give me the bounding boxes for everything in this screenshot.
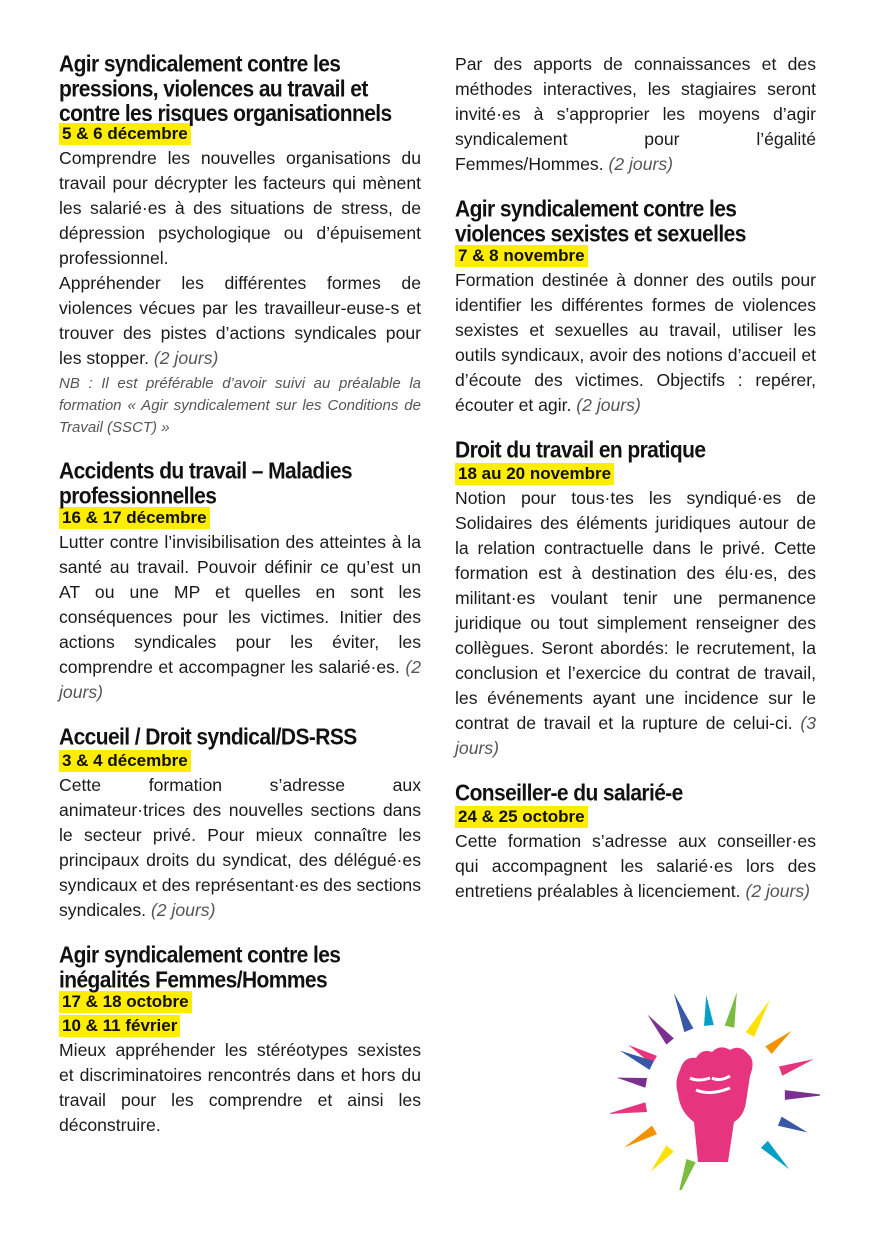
ray-shape — [617, 1078, 648, 1088]
course-date-badge: 17 & 18 octobre — [59, 991, 192, 1013]
course-title: Agir syndicalement contre les inégalités Femmes/Hommes — [59, 943, 341, 993]
course-note: NB : Il est préférable d’avoir suivi au préalable la formation « Agir syndicalement sur les Conditions de Travail (SSCT) » — [59, 375, 421, 436]
course-date-badge: 10 & 11 février — [59, 1015, 180, 1037]
course-title: Droit du travail en pratique — [455, 438, 706, 463]
course-description: Par des apports de connaissances et des méthodes interactives, les stagiaires seront invité·es à s’approprier les moyens d’agir syndicalement pour l’égalité Femmes/Hommes. (2 jours) — [455, 54, 816, 174]
course-block — [59, 943, 421, 1138]
course-duration: (3 jours) — [455, 713, 816, 758]
course-block — [59, 459, 421, 705]
left-column — [59, 52, 421, 1158]
course-block — [455, 438, 816, 761]
course-description: Appréhender les différentes formes de violences vécues par les travailleur-euse-s et trouver des pistes d’actions syndicales pour les stopper. (2 jours) — [59, 273, 421, 368]
course-date-badge: 24 & 25 octobre — [455, 806, 588, 828]
ray-shape — [704, 995, 714, 1025]
course-duration: (2 jours) — [608, 154, 674, 174]
right-column — [455, 52, 816, 924]
course-block — [59, 52, 421, 439]
ray-shape — [677, 1159, 695, 1190]
course-title: Accidents du travail – Maladies professionnelles — [59, 459, 353, 509]
course-date-badge: 7 & 8 novembre — [455, 245, 588, 267]
course-date-badge: 5 & 6 décembre — [59, 123, 191, 145]
course-description: Notion pour tous·tes les syndiqué·es de Solidaires des éléments juridiques autour de la relation contractuelle dans le privé. Cette formation est à destination des élu·es, des militant·es voulant tenir une permanence juridique ou tout simplement renseigner des collègues. Seront abordés: le recrutement, la conclusion et l’exercice du contrat de travail, les événements ayant une incidence sur le contrat de travail et la rupture de celui-ci. (3 jours) — [455, 488, 816, 758]
ray-shape — [746, 1000, 770, 1037]
course-block — [59, 725, 421, 923]
course-block — [455, 52, 816, 177]
ray-shape — [624, 1126, 657, 1148]
course-date-badge: 3 & 4 décembre — [59, 750, 191, 772]
raised-fist-icon — [610, 990, 820, 1190]
course-block — [455, 197, 816, 418]
course-description: Mieux appréhender les stéréotypes sexistes et discriminatoires rencontrés dans et hors du travail pour les comprendre et ainsi les déconstruire. — [59, 1040, 421, 1135]
course-duration: (2 jours) — [59, 657, 422, 702]
ray-shape — [648, 1015, 674, 1045]
ray-shape — [651, 1145, 674, 1171]
ray-shape — [765, 1031, 791, 1054]
course-description: Formation destinée à donner des outils pour identifier les différentes formes de violences sexistes et sexuelles au travail, utiliser les outils syndicaux, avoir des notions d’accueil et d’écoute des victimes. Objectifs : repérer, écouter et agir. (2 jours) — [455, 270, 816, 415]
ray-shape — [779, 1059, 814, 1076]
course-title: Agir syndicalement contre les pressions, violences au travail et contre les risques organisationnels — [59, 52, 392, 127]
course-title: Conseiller-e du salarié-e — [455, 781, 683, 806]
course-title: Accueil / Droit syndical/DS-RSS — [59, 725, 357, 750]
course-duration: (2 jours) — [153, 348, 219, 368]
course-duration: (2 jours) — [150, 900, 216, 920]
ray-shape — [785, 1090, 820, 1100]
course-block — [455, 781, 816, 904]
course-duration: (2 jours) — [576, 395, 641, 415]
course-description: Cette formation s’adresse aux conseiller·es qui accompagnent les salarié·es lors des entretiens préalables à licenciement. (2 jours) — [455, 831, 816, 901]
course-description: Comprendre les nouvelles organisations du travail pour décrypter les facteurs qui mènent les salarié·es à des situations de stress, de dépression psychologique ou d’épuisement professionnel. — [59, 148, 421, 268]
course-duration: (2 jours) — [745, 881, 810, 901]
fist-shape — [676, 1047, 752, 1162]
ray-shape — [778, 1117, 808, 1133]
course-date-badge: 18 au 20 novembre — [455, 463, 614, 485]
ray-shape — [725, 992, 737, 1027]
course-description: Cette formation s’adresse aux animateur·trices des nouvelles sections dans le secteur privé. Pour mieux connaître les principaux droits du syndicat, des délégué·es syndicaux et des représentant·es des sections syndicales. (2 jours) — [59, 775, 421, 920]
ray-shape — [610, 1102, 647, 1114]
course-title: Agir syndicalement contre les violences sexistes et sexuelles — [455, 197, 746, 247]
course-date-badge: 16 & 17 décembre — [59, 507, 210, 529]
ray-shape — [674, 993, 694, 1032]
ray-shape — [761, 1141, 789, 1169]
course-description: Lutter contre l’invisibilisation des atteintes à la santé au travail. Pouvoir définir ce qu’est un AT ou une MP et quelles en sont les conséquences pour les victimes. Initier des actions syndicales pour les éviter, les comprendre et accompagner les salarié·es. (2 jours) — [59, 532, 422, 702]
